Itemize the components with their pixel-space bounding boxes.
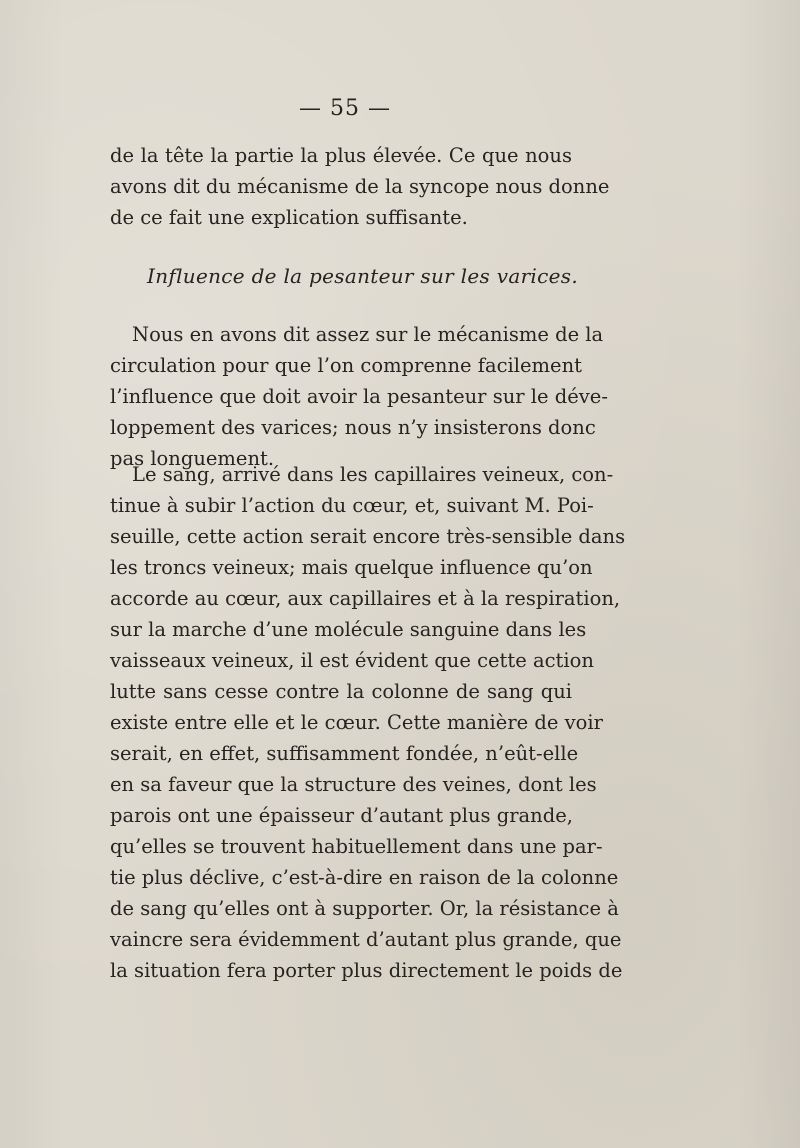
text-line: accorde au cœur, aux capillaires et à la respiration, xyxy=(110,587,621,610)
text-line: tinue à subir l’action du cœur, et, suivant M. Poi- xyxy=(110,494,594,517)
text-line: la situation fera porter plus directement le poids de xyxy=(110,959,623,982)
section-heading: Influence de la pesanteur sur les varices. xyxy=(147,264,578,288)
text-line: parois ont une épaisseur d’autant plus grande, xyxy=(110,804,573,827)
text-line: de sang qu’elles ont à supporter. Or, la résistance à xyxy=(110,897,619,920)
paragraph-blood xyxy=(110,459,626,986)
text-line: circulation pour que l’on comprenne facilement xyxy=(110,354,582,377)
text-line: de la tête la partie la plus élevée. Ce que nous xyxy=(110,144,572,167)
text-line: lutte sans cesse contre la colonne de sang qui xyxy=(110,680,572,703)
text-line: existe entre elle et le cœur. Cette manière de voir xyxy=(110,711,603,734)
text-line: les troncs veineux; mais quelque influence qu’on xyxy=(110,556,593,579)
text-line: sur la marche d’une molécule sanguine dans les xyxy=(110,618,587,641)
text-line: loppement des varices; nous n’y insisterons donc xyxy=(110,416,596,439)
page-number: — 55 — xyxy=(299,96,391,121)
paragraph-mechanism xyxy=(110,319,608,474)
text-line: Nous en avons dit assez sur le mécanisme de la xyxy=(132,323,604,346)
text-line: pas longuement. xyxy=(110,447,275,470)
text-line: serait, en effet, suffisamment fondée, n’eût-elle xyxy=(110,742,579,765)
text-line: vaincre sera évidemment d’autant plus grande, que xyxy=(110,928,622,951)
text-line: en sa faveur que la structure des veines, dont les xyxy=(110,773,597,796)
text-line: vaisseaux veineux, il est évident que cette action xyxy=(110,649,594,672)
text-line: Le sang, arrivé dans les capillaires veineux, con- xyxy=(132,463,614,486)
paragraph-intro xyxy=(110,140,610,233)
text-line: avons dit du mécanisme de la syncope nous donne xyxy=(110,175,610,198)
text-line: de ce fait une explication suffisante. xyxy=(110,206,468,229)
text-line: qu’elles se trouvent habituellement dans une par- xyxy=(110,835,603,858)
text-line: l’influence que doit avoir la pesanteur sur le déve- xyxy=(110,385,608,408)
text-line: seuille, cette action serait encore très-sensible dans xyxy=(110,525,626,548)
text-line: tie plus déclive, c’est-à-dire en raison de la colonne xyxy=(110,866,619,889)
